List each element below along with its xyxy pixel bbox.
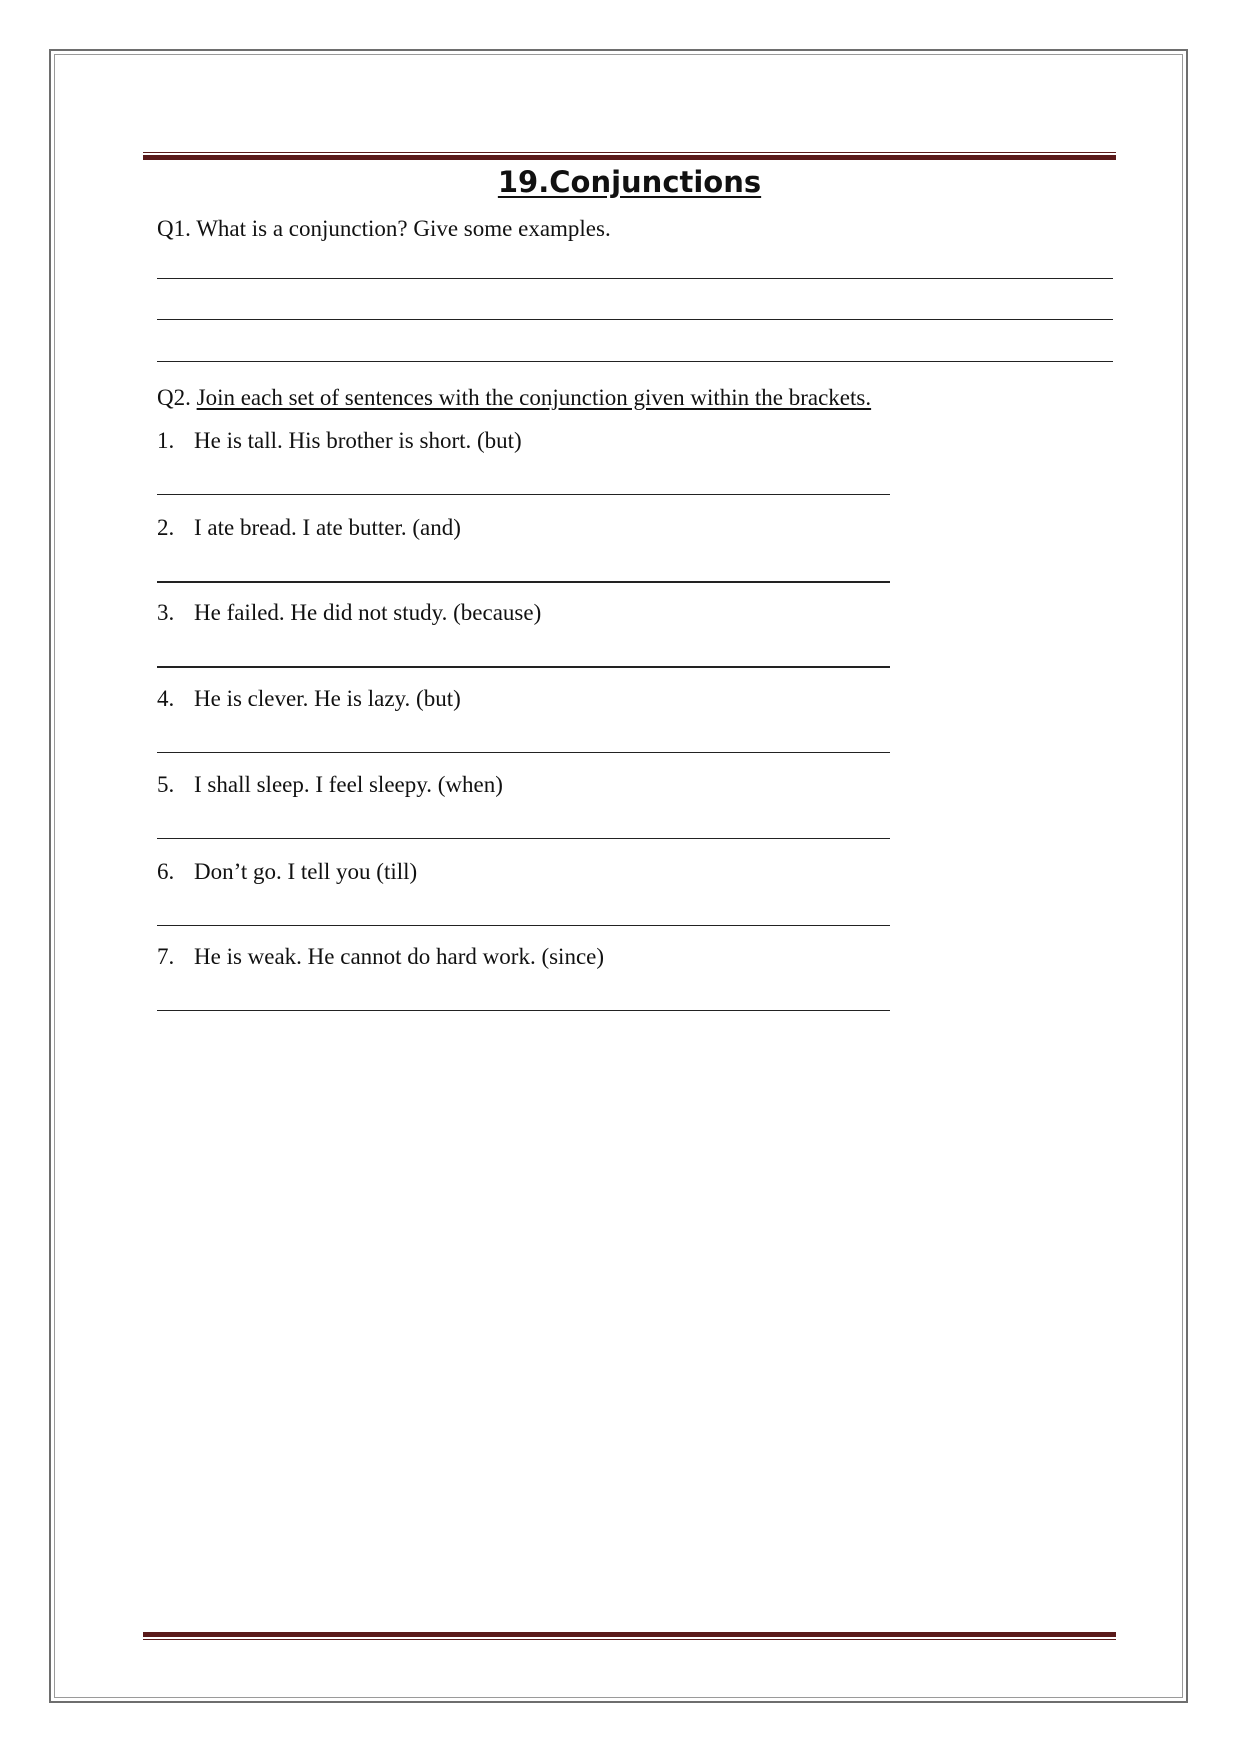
item-1-answer-line[interactable]: [157, 494, 890, 495]
item-text: Don’t go. I tell you (till): [194, 859, 418, 884]
item-text: He is tall. His brother is short. (but): [194, 428, 522, 453]
item-text: He is clever. He is lazy. (but): [194, 686, 461, 711]
item-5-answer-line[interactable]: [157, 838, 890, 839]
item-4-answer-line[interactable]: [157, 752, 890, 753]
question-1: Q1. What is a conjunction? Give some examples.: [157, 216, 611, 241]
list-item: [157, 685, 461, 713]
question-2-prefix: Q2.: [157, 385, 197, 410]
item-number: 3.: [157, 600, 175, 625]
item-6-answer-line[interactable]: [157, 925, 890, 926]
list-item: [157, 599, 541, 627]
worksheet-title: 19.Conjunctions: [497, 165, 762, 199]
item-text: He is weak. He cannot do hard work. (since): [194, 944, 605, 969]
question-2: [157, 384, 871, 412]
item-number: 5.: [157, 772, 175, 797]
item-number: 2.: [157, 515, 175, 540]
item-text: I shall sleep. I feel sleepy. (when): [194, 772, 503, 797]
item-number: 1.: [157, 428, 175, 453]
item-7-answer-line[interactable]: [157, 1010, 890, 1011]
question-2-instruction: Join each set of sentences with the conjunction given within the brackets.: [196, 385, 872, 410]
item-number: 7.: [157, 944, 175, 969]
list-item: [157, 771, 503, 799]
list-item: [157, 427, 522, 455]
q1-answer-line-3[interactable]: [157, 361, 1113, 362]
item-2-answer-line[interactable]: [157, 581, 890, 583]
item-text: He failed. He did not study. (because): [194, 600, 542, 625]
list-item: [157, 858, 417, 886]
list-item: [157, 514, 461, 542]
header-rule: [143, 152, 1116, 160]
item-number: 4.: [157, 686, 175, 711]
list-item: [157, 943, 604, 971]
q1-answer-line-2[interactable]: [157, 319, 1113, 320]
item-3-answer-line[interactable]: [157, 666, 890, 668]
q1-answer-line-1[interactable]: [157, 278, 1113, 279]
item-text: I ate bread. I ate butter. (and): [194, 515, 461, 540]
item-number: 6.: [157, 859, 175, 884]
footer-rule: [143, 1632, 1116, 1640]
